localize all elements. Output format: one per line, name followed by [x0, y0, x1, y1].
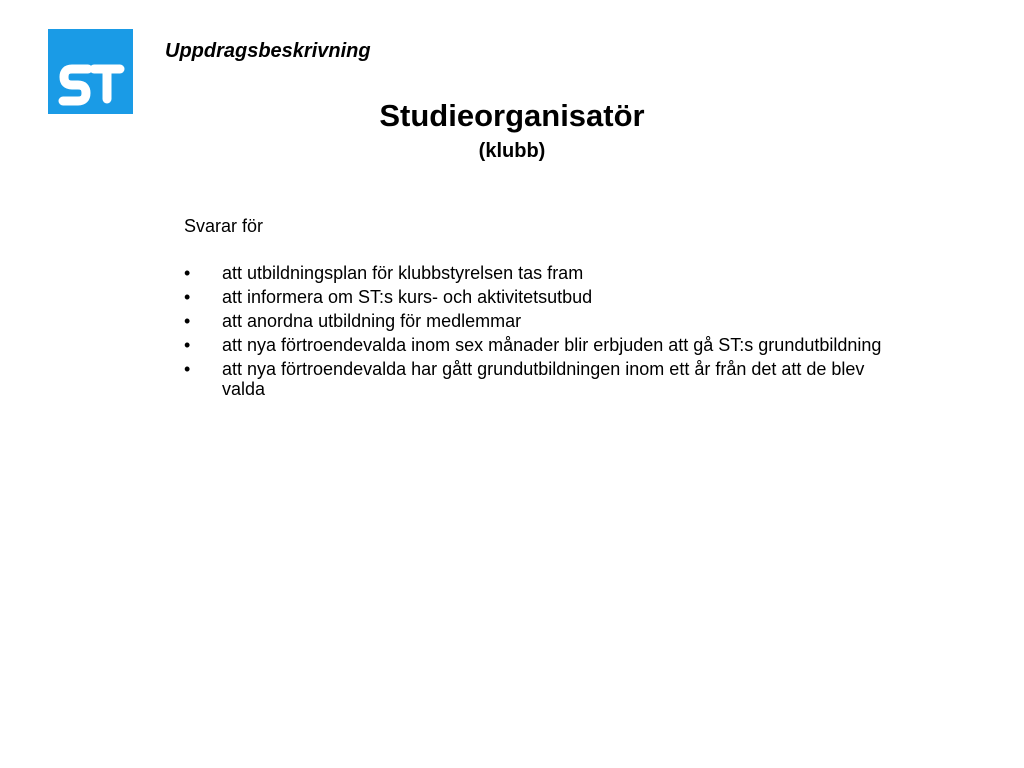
bullet-icon: • — [184, 287, 191, 307]
bullet-icon: • — [184, 311, 191, 331]
intro-text: Svarar för — [184, 216, 264, 236]
responsibilities-section — [184, 216, 904, 403]
header-label: Uppdragsbeskrivning — [165, 40, 371, 62]
bullet-icon: • — [184, 359, 191, 379]
page-subtitle: (klubb) — [478, 140, 546, 162]
bullet-icon: • — [184, 335, 191, 355]
page-title: Studieorganisatör — [379, 98, 645, 133]
list-item-text: att anordna utbildning för medlemmar — [222, 311, 522, 331]
list-item-text: att nya förtroendevalda inom sex månader blir erbjuden att gå ST:s grundutbildning — [222, 335, 882, 355]
list-item — [184, 311, 904, 331]
responsibilities-list — [184, 263, 904, 399]
list-item — [184, 287, 904, 307]
list-item-text: att utbildningsplan för klubbstyrelsen tas fram — [222, 263, 584, 283]
list-item — [184, 359, 904, 399]
list-item — [184, 263, 904, 283]
bullet-icon: • — [184, 263, 191, 283]
list-item-text: att nya förtroendevalda har gått grundutbildningen inom ett år från det att de blev valda — [222, 359, 865, 399]
list-item — [184, 335, 904, 355]
list-item-text: att informera om ST:s kurs- och aktivitetsutbud — [222, 287, 593, 307]
